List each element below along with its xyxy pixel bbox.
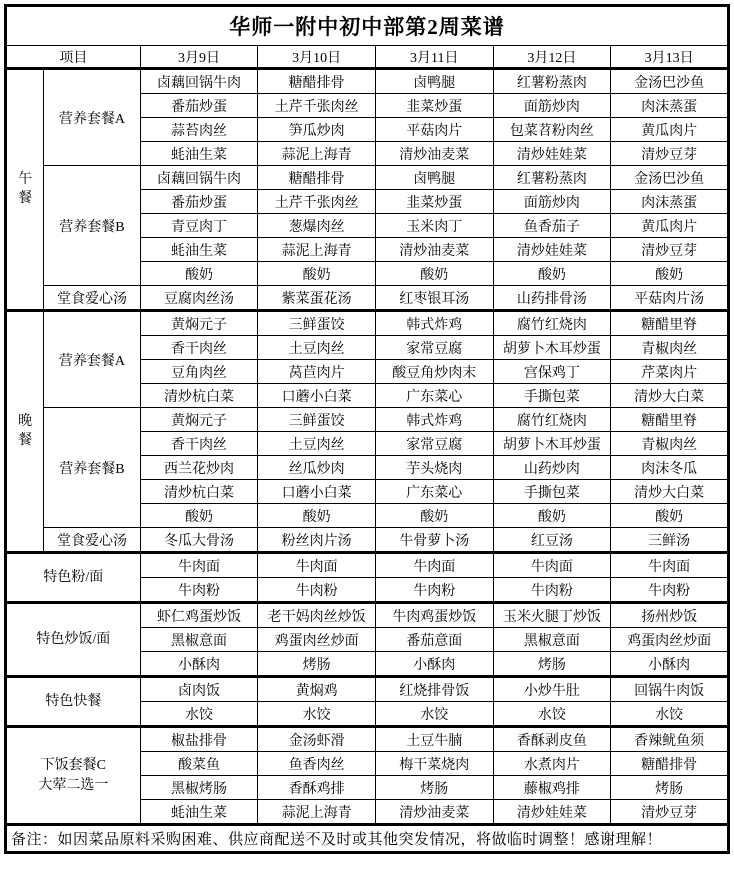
dish-cell: 牛肉粉	[493, 578, 611, 603]
dish-cell: 蒜泥上海青	[258, 238, 376, 262]
dish-cell: 清炒杭白菜	[140, 384, 258, 408]
dish-cell: 椒盐排骨	[140, 727, 258, 752]
dish-cell: 牛肉粉	[375, 578, 493, 603]
menu-row	[6, 311, 729, 336]
dish-cell: 芹菜肉片	[611, 360, 729, 384]
dish-cell: 玉米肉丁	[375, 214, 493, 238]
menu-row	[6, 69, 729, 94]
dish-cell: 虾仁鸡蛋炒饭	[140, 603, 258, 628]
dish-cell: 牛肉面	[493, 553, 611, 578]
dish-cell: 清炒油麦菜	[375, 800, 493, 825]
dish-cell: 烤肠	[493, 652, 611, 677]
dish-cell: 土芹千张肉丝	[258, 94, 376, 118]
dish-cell: 水饺	[140, 702, 258, 727]
dish-cell: 清炒娃娃菜	[493, 800, 611, 825]
section-label-line: 特色快餐	[45, 693, 102, 709]
dish-cell: 清炒娃娃菜	[493, 142, 611, 166]
dish-cell: 口蘑小白菜	[258, 480, 376, 504]
dish-cell: 酸奶	[375, 504, 493, 528]
dish-cell: 土芹千张肉丝	[258, 190, 376, 214]
dish-cell: 牛肉面	[375, 553, 493, 578]
dish-cell: 小酥肉	[140, 652, 258, 677]
header-date: 3月10日	[258, 46, 376, 69]
dish-cell: 番茄炒蛋	[140, 190, 258, 214]
dish-cell: 玉米火腿丁炒饭	[493, 603, 611, 628]
dish-cell: 粉丝肉片汤	[258, 528, 376, 553]
subsection-label: 堂食爱心汤	[44, 528, 141, 553]
dish-cell: 香干肉丝	[140, 336, 258, 360]
page-title: 华师一附中初中部第2周菜谱	[6, 6, 729, 46]
dish-cell: 番茄炒蛋	[140, 94, 258, 118]
dish-cell: 三鲜汤	[611, 528, 729, 553]
dish-cell: 青椒肉丝	[611, 336, 729, 360]
dish-cell: 清炒大白菜	[611, 384, 729, 408]
dish-cell: 水煮肉片	[493, 752, 611, 776]
dish-cell: 笋瓜炒肉	[258, 118, 376, 142]
dish-cell: 韩式炸鸡	[375, 311, 493, 336]
dish-cell: 鸡蛋肉丝炒面	[258, 628, 376, 652]
dish-cell: 香酥剥皮鱼	[493, 727, 611, 752]
dish-cell: 胡萝卜木耳炒蛋	[493, 432, 611, 456]
dish-cell: 金汤虾滑	[258, 727, 376, 752]
dish-cell: 牛骨萝卜汤	[375, 528, 493, 553]
dish-cell: 酸奶	[611, 262, 729, 286]
subsection-label: 营养套餐B	[44, 166, 141, 286]
dish-cell: 黄焖元子	[140, 311, 258, 336]
dish-cell: 水饺	[493, 702, 611, 727]
dish-cell: 酸奶	[258, 262, 376, 286]
dish-cell: 冬瓜大骨汤	[140, 528, 258, 553]
dish-cell: 烤肠	[258, 652, 376, 677]
dish-cell: 红薯粉蒸肉	[493, 166, 611, 190]
dish-cell: 清炒杭白菜	[140, 480, 258, 504]
dish-cell: 回锅牛肉饭	[611, 677, 729, 702]
dish-cell: 卤藕回锅牛肉	[140, 166, 258, 190]
dish-cell: 蚝油生菜	[140, 800, 258, 825]
dish-cell: 黄瓜肉片	[611, 118, 729, 142]
dish-cell: 黄瓜肉片	[611, 214, 729, 238]
dish-cell: 糖醋排骨	[258, 69, 376, 94]
dish-cell: 手撕包菜	[493, 384, 611, 408]
dish-cell: 肉沫蒸蛋	[611, 190, 729, 214]
dish-cell: 黑椒意面	[493, 628, 611, 652]
dish-cell: 清炒豆芽	[611, 238, 729, 262]
dish-cell: 胡萝卜木耳炒蛋	[493, 336, 611, 360]
dish-cell: 番茄意面	[375, 628, 493, 652]
dish-cell: 糖醋里脊	[611, 408, 729, 432]
dish-cell: 蚝油生菜	[140, 142, 258, 166]
dish-cell: 金汤巴沙鱼	[611, 69, 729, 94]
dish-cell: 莴苣肉片	[258, 360, 376, 384]
dish-cell: 卤藕回锅牛肉	[140, 69, 258, 94]
dish-cell: 面筋炒肉	[493, 94, 611, 118]
dish-cell: 梅干菜烧肉	[375, 752, 493, 776]
dish-cell: 香酥鸡排	[258, 776, 376, 800]
section-label	[6, 677, 141, 727]
dish-cell: 卤鸭腿	[375, 166, 493, 190]
section-label-line: 特色炒饭/面	[36, 631, 111, 647]
dish-cell: 平菇肉片	[375, 118, 493, 142]
dish-cell: 土豆牛腩	[375, 727, 493, 752]
dish-cell: 水饺	[375, 702, 493, 727]
dish-cell: 清炒娃娃菜	[493, 238, 611, 262]
subsection-label: 营养套餐B	[44, 408, 141, 528]
dish-cell: 牛肉面	[140, 553, 258, 578]
dish-cell: 韭菜炒蛋	[375, 190, 493, 214]
dish-cell: 豆角肉丝	[140, 360, 258, 384]
dish-cell: 酸奶	[140, 504, 258, 528]
dish-cell: 紫菜蛋花汤	[258, 286, 376, 311]
dish-cell: 酸奶	[493, 504, 611, 528]
dish-cell: 卤鸭腿	[375, 69, 493, 94]
dish-cell: 家常豆腐	[375, 336, 493, 360]
menu-table	[4, 4, 730, 854]
dish-cell: 手撕包菜	[493, 480, 611, 504]
footer-note: 备注：如因菜品原料采购困难、供应商配送不及时或其他突发情况，将做临时调整！感谢理解！	[6, 825, 729, 853]
dish-cell: 小炒牛肚	[493, 677, 611, 702]
dish-cell: 酸奶	[258, 504, 376, 528]
dish-cell: 腐竹红烧肉	[493, 408, 611, 432]
header-item-label: 项目	[6, 46, 141, 69]
dish-cell: 酸奶	[140, 262, 258, 286]
dish-cell: 豆腐肉丝汤	[140, 286, 258, 311]
dish-cell: 清炒大白菜	[611, 480, 729, 504]
subsection-label: 堂食爱心汤	[44, 286, 141, 311]
menu-row	[6, 166, 729, 190]
title-row	[6, 6, 729, 46]
dish-cell: 葱爆肉丝	[258, 214, 376, 238]
header-date: 3月13日	[611, 46, 729, 69]
dish-cell: 肉沫冬瓜	[611, 456, 729, 480]
dish-cell: 清炒豆芽	[611, 142, 729, 166]
dish-cell: 牛肉粉	[140, 578, 258, 603]
dish-cell: 韭菜炒蛋	[375, 94, 493, 118]
dish-cell: 青豆肉丁	[140, 214, 258, 238]
dish-cell: 香干肉丝	[140, 432, 258, 456]
dish-cell: 蚝油生菜	[140, 238, 258, 262]
dish-cell: 三鲜蛋饺	[258, 408, 376, 432]
header-row	[6, 46, 729, 69]
dish-cell: 红豆汤	[493, 528, 611, 553]
dish-cell: 烤肠	[611, 776, 729, 800]
dish-cell: 酸奶	[611, 504, 729, 528]
meal-group-label: 晚 餐	[6, 311, 44, 553]
dish-cell: 水饺	[611, 702, 729, 727]
menu-row	[6, 286, 729, 311]
dish-cell: 红枣银耳汤	[375, 286, 493, 311]
dish-cell: 牛肉鸡蛋炒饭	[375, 603, 493, 628]
dish-cell: 小酥肉	[375, 652, 493, 677]
menu-row	[6, 603, 729, 628]
section-label-line: 大荤二选一	[38, 777, 109, 793]
section-label	[6, 603, 141, 677]
dish-cell: 红烧排骨饭	[375, 677, 493, 702]
dish-cell: 黄焖元子	[140, 408, 258, 432]
footer-row	[6, 825, 729, 853]
dish-cell: 烤肠	[375, 776, 493, 800]
dish-cell: 三鲜蛋饺	[258, 311, 376, 336]
dish-cell: 西兰花炒肉	[140, 456, 258, 480]
dish-cell: 宫保鸡丁	[493, 360, 611, 384]
dish-cell: 鱼香肉丝	[258, 752, 376, 776]
meal-group-label: 午 餐	[6, 69, 44, 311]
dish-cell: 酸奶	[493, 262, 611, 286]
dish-cell: 藤椒鸡排	[493, 776, 611, 800]
dish-cell: 糖醋里脊	[611, 311, 729, 336]
menu-row	[6, 553, 729, 578]
menu-row	[6, 727, 729, 752]
dish-cell: 口蘑小白菜	[258, 384, 376, 408]
dish-cell: 糖醋排骨	[258, 166, 376, 190]
dish-cell: 小酥肉	[611, 652, 729, 677]
dish-cell: 糖醋排骨	[611, 752, 729, 776]
dish-cell: 黑椒烤肠	[140, 776, 258, 800]
dish-cell: 山药炒肉	[493, 456, 611, 480]
dish-cell: 芋头烧肉	[375, 456, 493, 480]
dish-cell: 香辣鱿鱼须	[611, 727, 729, 752]
dish-cell: 黑椒意面	[140, 628, 258, 652]
dish-cell: 牛肉粉	[258, 578, 376, 603]
dish-cell: 蒜苔肉丝	[140, 118, 258, 142]
header-date: 3月12日	[493, 46, 611, 69]
dish-cell: 老干妈肉丝炒饭	[258, 603, 376, 628]
dish-cell: 土豆肉丝	[258, 432, 376, 456]
dish-cell: 广东菜心	[375, 480, 493, 504]
dish-cell: 扬州炒饭	[611, 603, 729, 628]
dish-cell: 家常豆腐	[375, 432, 493, 456]
dish-cell: 水饺	[258, 702, 376, 727]
dish-cell: 鸡蛋肉丝炒面	[611, 628, 729, 652]
dish-cell: 牛肉面	[611, 553, 729, 578]
menu-row	[6, 677, 729, 702]
dish-cell: 黄焖鸡	[258, 677, 376, 702]
dish-cell: 蒜泥上海青	[258, 142, 376, 166]
dish-cell: 酸豆角炒肉末	[375, 360, 493, 384]
section-label	[6, 727, 141, 825]
header-date: 3月11日	[375, 46, 493, 69]
dish-cell: 青椒肉丝	[611, 432, 729, 456]
dish-cell: 酸菜鱼	[140, 752, 258, 776]
dish-cell: 包菜苕粉肉丝	[493, 118, 611, 142]
section-label-line: 下饭套餐C	[40, 757, 107, 773]
dish-cell: 蒜泥上海青	[258, 800, 376, 825]
menu-row	[6, 408, 729, 432]
dish-cell: 红薯粉蒸肉	[493, 69, 611, 94]
dish-cell: 面筋炒肉	[493, 190, 611, 214]
menu-row	[6, 528, 729, 553]
dish-cell: 鱼香茄子	[493, 214, 611, 238]
dish-cell: 肉沫蒸蛋	[611, 94, 729, 118]
dish-cell: 山药排骨汤	[493, 286, 611, 311]
dish-cell: 清炒油麦菜	[375, 238, 493, 262]
dish-cell: 腐竹红烧肉	[493, 311, 611, 336]
dish-cell: 酸奶	[375, 262, 493, 286]
dish-cell: 清炒油麦菜	[375, 142, 493, 166]
dish-cell: 卤肉饭	[140, 677, 258, 702]
dish-cell: 广东菜心	[375, 384, 493, 408]
section-label-line: 特色粉/面	[43, 569, 104, 585]
section-label	[6, 553, 141, 603]
dish-cell: 清炒豆芽	[611, 800, 729, 825]
dish-cell: 牛肉面	[258, 553, 376, 578]
dish-cell: 金汤巴沙鱼	[611, 166, 729, 190]
subsection-label: 营养套餐A	[44, 311, 141, 408]
dish-cell: 土豆肉丝	[258, 336, 376, 360]
dish-cell: 丝瓜炒肉	[258, 456, 376, 480]
dish-cell: 牛肉粉	[611, 578, 729, 603]
header-date: 3月9日	[140, 46, 258, 69]
subsection-label: 营养套餐A	[44, 69, 141, 166]
dish-cell: 平菇肉片汤	[611, 286, 729, 311]
dish-cell: 韩式炸鸡	[375, 408, 493, 432]
